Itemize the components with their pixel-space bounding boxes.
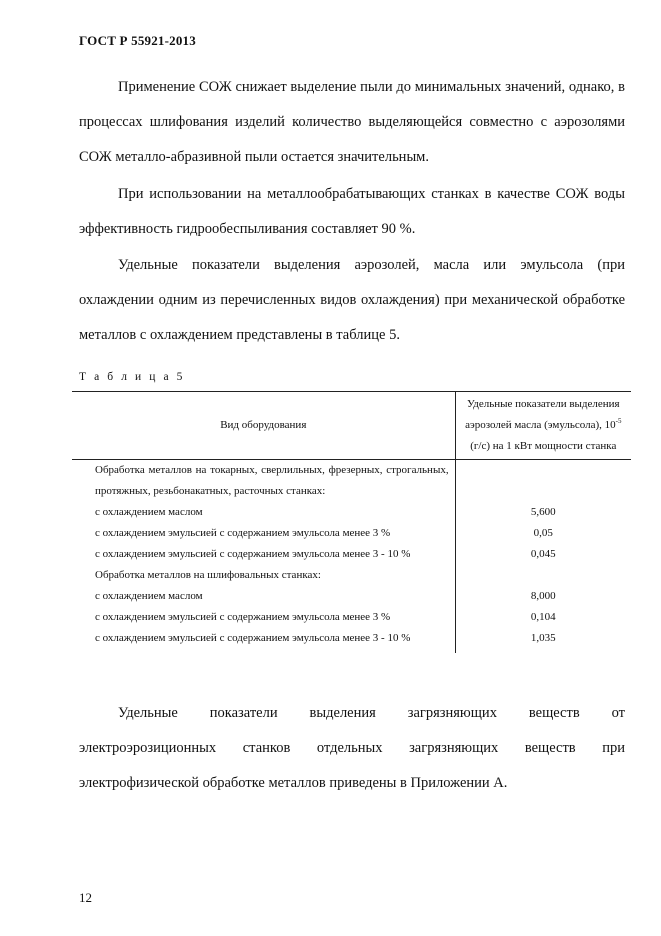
paragraph-4-line-3: электрофизической обработке металлов приведены в Приложении А. [79, 775, 508, 791]
page-number: 12 [79, 890, 92, 905]
column-header-value-exponent: -5 [615, 417, 622, 425]
row-label: с охлаждением эмульсией с содержанием эмульсола менее 3 - 10 % [72, 544, 455, 565]
table-row [72, 502, 631, 523]
paragraph-3: Удельные показатели выделения аэрозолей, масла или эмульсола (при охлаждении одним из перечисленных видов охлаждения) при механической обработке металлов с охлаждением представлены в таблице 5. [79, 257, 625, 343]
group-title: Обработка металлов на шлифовальных станках: [72, 565, 455, 586]
row-value: 5,600 [530, 506, 556, 518]
row-value: 1,035 [530, 632, 556, 644]
table-row [72, 628, 631, 653]
row-label: с охлаждением маслом [72, 586, 455, 607]
paragraph-2: При использовании на металлообрабатывающих станках в качестве СОЖ воды эффективность гидрообеспыливания составляет 90 %. [79, 186, 625, 237]
group-value-empty [455, 565, 631, 586]
table-group-row [72, 565, 631, 586]
paragraph-4-line-2: электроэрозиционных станков отдельных загрязняющих веществ при [79, 740, 625, 756]
table-caption: Т а б л и ц а 5 [79, 371, 186, 383]
table-header-row [72, 392, 631, 460]
paragraph-4-line-1: Удельные показатели выделения загрязняющих веществ от [118, 705, 625, 721]
column-header-value-text-b: (г/с) на 1 кВт мощности станка [470, 440, 617, 452]
table-row [72, 586, 631, 607]
row-label: с охлаждением эмульсией с содержанием эмульсола менее 3 - 10 % [72, 628, 455, 653]
paragraph-4 [79, 696, 625, 801]
table-row [72, 523, 631, 544]
column-header-equipment: Вид оборудования [72, 392, 455, 460]
column-header-value [455, 392, 631, 460]
table-row [72, 607, 631, 628]
row-label: с охлаждением маслом [72, 502, 455, 523]
table-group-row [72, 460, 631, 503]
column-header-value-text-a: Удельные показатели выделения аэрозолей масла (эмульсола), 10 [465, 398, 620, 431]
row-value: 8,000 [530, 590, 556, 602]
document-header: ГОСТ Р 55921-2013 [79, 33, 196, 48]
row-value: 0,104 [530, 611, 556, 623]
row-value: 0,045 [530, 548, 556, 560]
group-value-empty [455, 460, 631, 503]
emissions-table [72, 391, 631, 653]
row-label: с охлаждением эмульсией с содержанием эмульсола менее 3 % [72, 607, 455, 628]
table-row [72, 544, 631, 565]
group-title: Обработка металлов на токарных, сверлильных, фрезерных, строгальных, протяжных, резьбонакатных, расточных станках: [72, 460, 455, 503]
paragraph-1: Применение СОЖ снижает выделение пыли до минимальных значений, однако, в процессах шлифования изделий количество выделяющейся совместно с аэрозолями СОЖ металло-абразивной пыли остается значительным. [79, 79, 625, 165]
row-label: с охлаждением эмульсией с содержанием эмульсола менее 3 % [72, 523, 455, 544]
row-value: 0,05 [533, 527, 553, 539]
